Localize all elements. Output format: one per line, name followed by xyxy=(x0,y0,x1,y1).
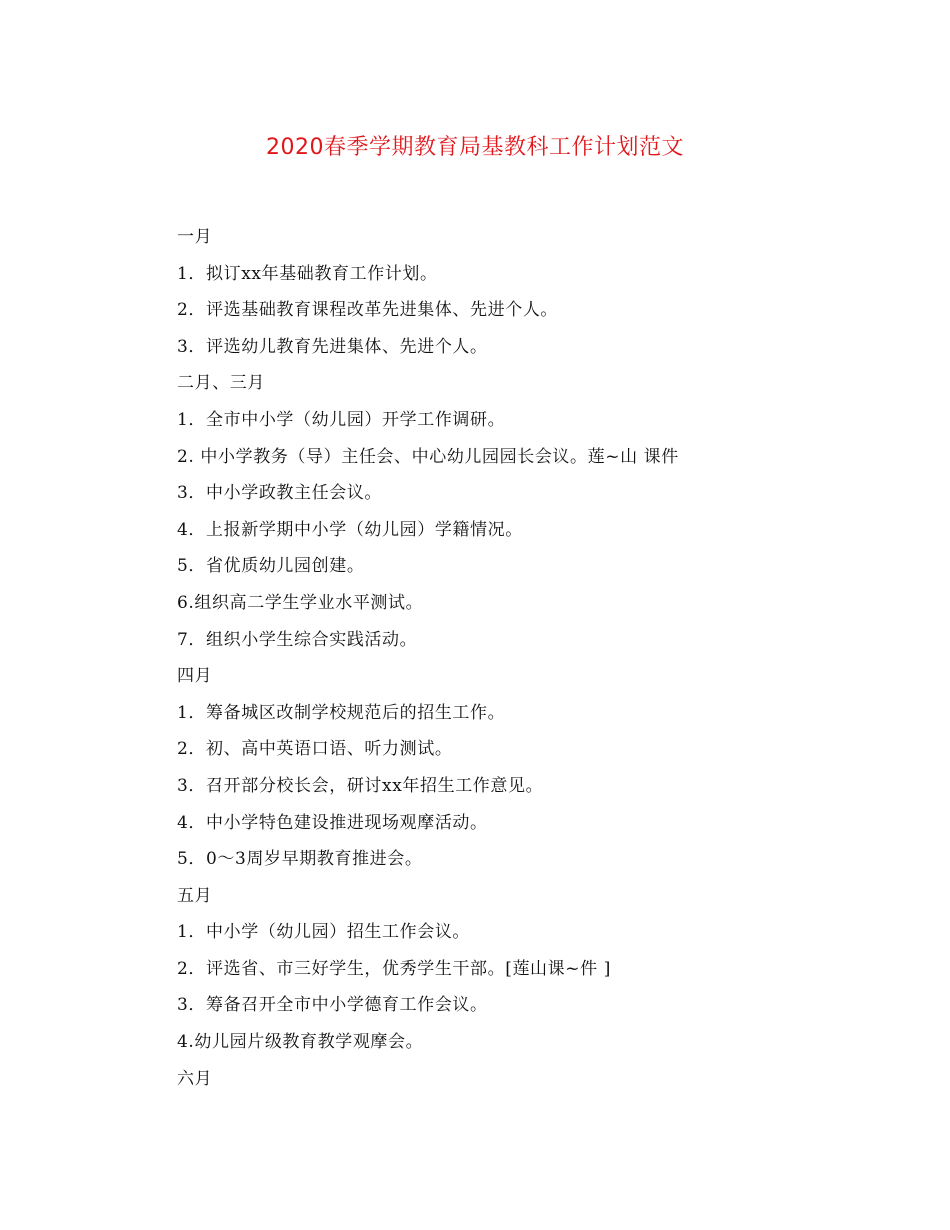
section-heading-april: 四月 xyxy=(177,666,213,687)
list-item: 7．组织小学生综合实践活动。 xyxy=(177,629,418,650)
list-item: 2．初、高中英语口语、听力测试。 xyxy=(177,739,453,760)
list-item: 1．中小学（幼儿园）招生工作会议。 xyxy=(177,922,471,943)
section-heading-january: 一月 xyxy=(177,227,213,247)
section-heading-february-march: 二月、三月 xyxy=(177,373,265,394)
list-item: 1．筹备城区改制学校规范后的招生工作。 xyxy=(177,702,506,723)
section-heading-june: 六月 xyxy=(177,1068,213,1089)
list-item: 6.组织高二学生学业水平测试。 xyxy=(177,592,424,613)
list-item: 4．中小学特色建设推进现场观摩活动。 xyxy=(177,812,488,833)
list-item: 3．召开部分校长会，研讨xx年招生工作意见。 xyxy=(177,775,544,796)
list-item: 3．筹备召开全市中小学德育工作会议。 xyxy=(177,995,488,1016)
list-item: 2．评选基础教育课程改革先进集体、先进个人。 xyxy=(177,300,559,321)
list-item: 3．中小学政教主任会议。 xyxy=(177,483,383,504)
list-item: 3．评选幼儿教育先进集体、先进个人。 xyxy=(177,336,488,357)
list-item: 1．拟订xx年基础教育工作计划。 xyxy=(177,263,438,284)
list-item: 2. 中小学教务（导）主任会、中心幼儿园园长会议。莲~山 课件 xyxy=(177,446,679,467)
section-heading-may: 五月 xyxy=(177,885,213,906)
document-body xyxy=(177,219,897,1097)
list-item: 1．全市中小学（幼儿园）开学工作调研。 xyxy=(177,409,506,430)
list-item: 4.幼儿园片级教育教学观摩会。 xyxy=(177,1032,424,1053)
document-title: 2020春季学期教育局基教科工作计划范文 xyxy=(266,135,684,160)
list-item: 5．0～3周岁早期教育推进会。 xyxy=(177,849,423,870)
list-item: 4．上报新学期中小学（幼儿园）学籍情况。 xyxy=(177,519,523,540)
list-item: 2．评选省、市三好学生，优秀学生干部。[莲山课~件 ] xyxy=(177,958,611,979)
list-item: 5．省优质幼儿园创建。 xyxy=(177,556,365,577)
